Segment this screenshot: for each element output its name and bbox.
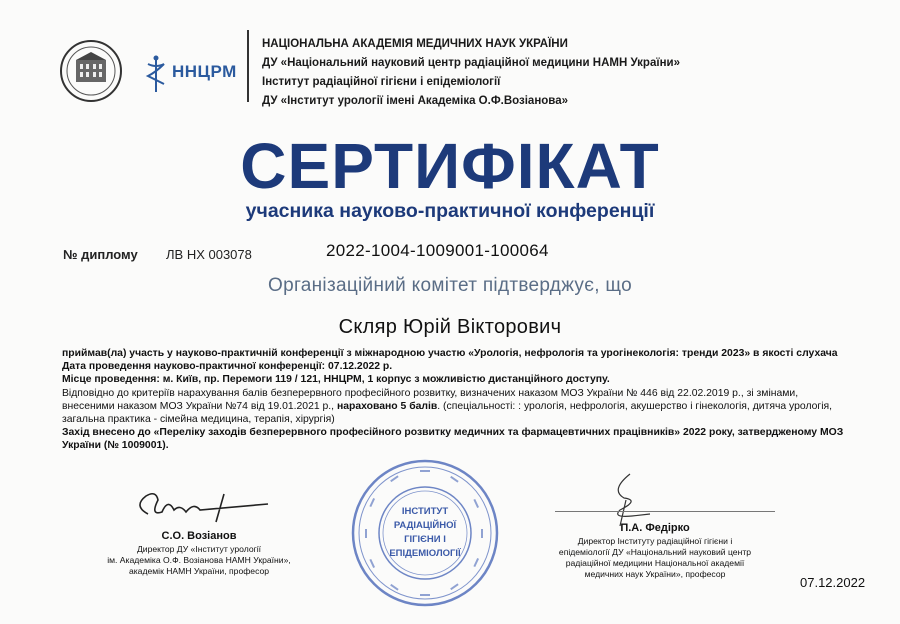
signatory-right-desc-2: епідеміології ДУ «Національний науковий центр <box>558 547 752 557</box>
participation-text: приймав(ла) участь у науково-практичній конференції з міжнародною участю «Урологія, нефрологія та урогінекологія: тренди 2023» в якості слухача <box>62 348 838 359</box>
seal-text-4: ЕПІДЕМІОЛОГІЇ <box>389 548 461 559</box>
org-line-1: НАЦІОНАЛЬНА АКАДЕМІЯ МЕДИЧНИХ НАУК УКРАЇНИ <box>262 38 568 50</box>
signatory-left-desc-1: Директор ДУ «Інститут урології <box>136 544 262 554</box>
org-line-2: ДУ «Національний науковий центр радіаційної медицини НАМН України» <box>262 57 680 69</box>
org-line-3: Інститут радіаційної гігієни і епідеміології <box>262 76 501 88</box>
seal-text-3: ГІГІЄНИ І <box>404 534 446 545</box>
credits-points: нараховано 5 балів <box>336 400 438 412</box>
nncrm-logo-text: ННЦРМ <box>172 62 237 81</box>
signatory-left-desc-2: ім. Академіка О.Ф. Возіанова НАМН України», <box>107 555 291 565</box>
signature-right-icon <box>590 470 670 530</box>
header-logos <box>58 38 243 108</box>
signatory-right-desc-3: радіаційної медицини Національної академії <box>565 558 745 568</box>
seal-text-2: РАДІАЦІЙНОЇ <box>393 520 457 531</box>
confirmation-text: Організаційний комітет підтверджує, що <box>268 275 632 296</box>
signatory-right-desc-4: медичних наук України», професор <box>584 569 726 579</box>
event-place: Місце проведення: м. Київ, пр. Перемоги 119 / 121, ННЦРМ, 1 корпус з можливістю дистанційного доступу. <box>62 374 610 386</box>
seal-text-1: ІНСТИТУТ <box>401 506 449 517</box>
certificate-code: 2022-1004-1009001-100064 <box>326 241 549 260</box>
signatory-right-desc-1: Директор Інституту радіаційної гігієни і <box>577 536 733 546</box>
credits-text <box>62 387 852 427</box>
org-line-4: ДУ «Інститут урології імені Академіка О.Ф.Возіанова» <box>262 95 568 107</box>
official-seal-icon <box>350 458 500 608</box>
credits-text-a: Відповідно до критеріїв нарахування балів безперервного професійного розвитку, визначених наказом МОЗ України № 446 від 22.02.2019 р., зі змінами, внесеними наказом МОЗ України №74 від 19.01.2021 р., <box>62 387 799 412</box>
signatory-left-name: С.О. Возіанов <box>161 530 237 542</box>
header-divider <box>247 30 249 102</box>
signature-left-icon <box>128 486 278 526</box>
event-date: Дата проведення науково-практичної конференції: 07.12.2022 р. <box>62 361 393 373</box>
certificate-body <box>62 347 852 453</box>
issue-date: 07.12.2022 <box>800 575 866 590</box>
caduceus-icon <box>140 54 172 94</box>
diploma-label: № диплому <box>63 247 138 262</box>
signatory-right-name: П.А. Федірко <box>620 522 690 534</box>
signatory-right <box>520 522 790 580</box>
certificate-title: СЕРТИФІКАТ <box>240 130 660 202</box>
signatory-left <box>84 530 314 577</box>
signature-line-right <box>555 511 775 512</box>
certificate-subtitle: учасника науково-практичної конференції <box>245 200 655 222</box>
register-text: Захід внесено до «Переліку заходів безперервного професійного розвитку медичних та фармацевтичних працівників» 2022 року, затвердженому МОЗ України (№ 1009001). <box>62 427 844 452</box>
credits-text-c: . (спеціальності: : урологія, нефрологія, акушерство і гінекологія, дитяча урологія, загальна практика - сімейна медицина, терапія, хірургія) <box>62 400 833 426</box>
diploma-number: ЛВ НХ 003078 <box>166 247 252 262</box>
participant-name: Скляр Юрій Вікторович <box>338 316 562 338</box>
organizations-block <box>262 35 680 111</box>
signatory-left-desc-3: академік НАМН України, професор <box>128 566 270 576</box>
